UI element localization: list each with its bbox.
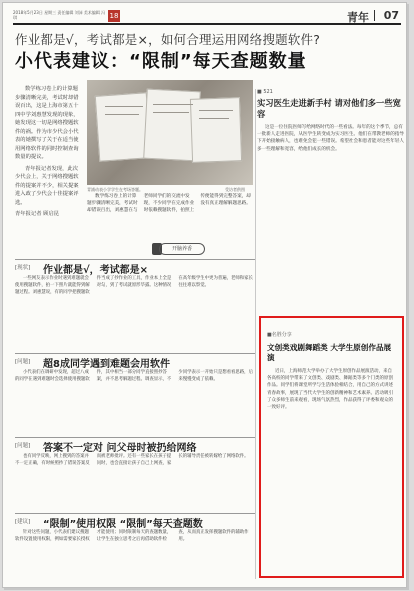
section-header [15, 513, 255, 530]
photo-caption: 青浦动表小学学生在考场答题。 [87, 187, 143, 192]
section-name: 青年 [347, 11, 369, 24]
page-number: 07 [383, 9, 399, 22]
byline: 青年报记者 顾启昆 [15, 211, 60, 217]
section-header [15, 353, 255, 370]
section-title: 答案不一定对 问父母时被扔给网络 [43, 443, 197, 454]
section-header [15, 259, 255, 276]
side-article-body: 这是一位住院医师写给网络时代的一些看法。每年的这个季节，总有一批新人走进医院，从医学生转变成为实习医生。他们在带教老师的指导下开始接触病人，也难免会犯一些错误。希望社会和患者能对这些年轻人多一些理解和宽容，给他们成长的机会。 [257, 125, 405, 152]
section-title: 作业都是√，考试都是× [43, 265, 149, 276]
side-article [257, 89, 405, 153]
photo-credit: 受访者供图 [225, 187, 245, 192]
article-body-intro: 数学练习卷上的计算题步骤清晰完美，考试时却错误百出，刘惠慧在与老师同学们的交流中发现，不少同学在完成作业时依赖搜题软件，拍照上传便能得到完整答案，却没有真正理解解题思路。 [87, 194, 251, 214]
highlight-tag: ■名胜分享 [267, 332, 292, 338]
section-text: 小代表们在调研中发现，超过八成的同学在遇到难题时会选择使用搜题软件，其中相当一部分同学直接照抄答案，并不思考解题过程。调查显示，不少同学表示一开始只是想看看思路，后来慢慢变成了依赖。 [15, 370, 253, 383]
side-article-tag: ■ 521 [257, 89, 273, 95]
lead-paragraph: 数学练习卷上的计算题步骤清晰完美，考试时却错误百出，这是上海市第五十四中学刘惠慧发现的现象，她发现这一切是网络搜题软件的祸。作为市少代会小代表的她撰写了关于在适当使用网络软件的同时控制查询数量的提议。 [15, 86, 79, 160]
section-text: 针对这些问题，小代表们建议搜题软件设置使用权限，例如需要家长授权才能使用；同时限制每天的查题数量，让学生在独立思考之后再借助软件检查，从而真正发挥搜题软件的辅助作用。 [15, 530, 249, 543]
column-divider [255, 89, 256, 579]
highlighted-article [259, 316, 404, 578]
newspaper-page [2, 2, 407, 588]
highlight-title: 文创类戏剧舞蹈类 大学生原创作品展演 [267, 343, 392, 362]
section-label: [问题] [15, 359, 31, 365]
highlight-body: 近日，上海师范大学举办了大学生原创作品展演活动，来自各高校的同学带来了文创类、戏剧类、舞蹈类等多个门类的原创作品。同学们将课堂所学与生活体验相结合，用自己的方式讲述青春故事，展现了当代大学生的创新精神和艺术素养。活动吸引了众多师生前来观看，现场气氛热烈，作品获得了评委和观众的一致好评。 [267, 369, 393, 411]
side-article-title: 实习医生走进新手村 请对他们多一些宽容 [257, 98, 401, 119]
section-header [15, 437, 255, 454]
section-badge: 开脑养香 [159, 243, 205, 255]
lead-paragraph: 青年报记者发现，此次少代会上，关于网络搜题软件的提案并不少，相关提案进入政了少代会十佳提案评选。 [15, 165, 79, 206]
section-label: [问题] [15, 443, 31, 449]
section-label: [建议] [15, 519, 31, 525]
lead-column [15, 85, 83, 222]
masthead-logo: 18 [109, 12, 119, 20]
article-kicker: 作业都是√，考试都是×，如何合理运用网络搜题软件? [15, 32, 321, 47]
masthead-date: 2018年5月23日 星期三 责任编辑 刘沛 美术编辑 冯琪 [13, 10, 106, 20]
section-title: 超8成同学遇到难题会用软件 [43, 359, 170, 370]
section-text: 一些网友表示作业时遇到难题就会使用搜题软件，拍一下照片就能得到解题过程。刘惠慧说，有的同学把搜题软件当成了抄作业的工具，作业本上全是对勾，到了考试就原形毕露。这种情况在高年级学生中更为普遍，老师和家长往往难以察觉。 [15, 276, 253, 296]
article-headline: 小代表建议：“限制”每天查题数量 [15, 51, 307, 72]
masthead-separator [374, 10, 375, 21]
masthead [13, 9, 401, 25]
section-label: [现状] [15, 265, 31, 271]
section-text: 也有同学反映，网上搜到的答案并不一定正确，有时候照抄了错误答案反而被老师批评。还有一些家长在孩子提问时，也会直接让孩子自己上网查，家长的辅导责任被转嫁给了网络软件。 [15, 454, 249, 467]
section-title: “限制”使用权限 “限制”每天查题数 [43, 519, 203, 530]
article-photo [87, 80, 253, 185]
